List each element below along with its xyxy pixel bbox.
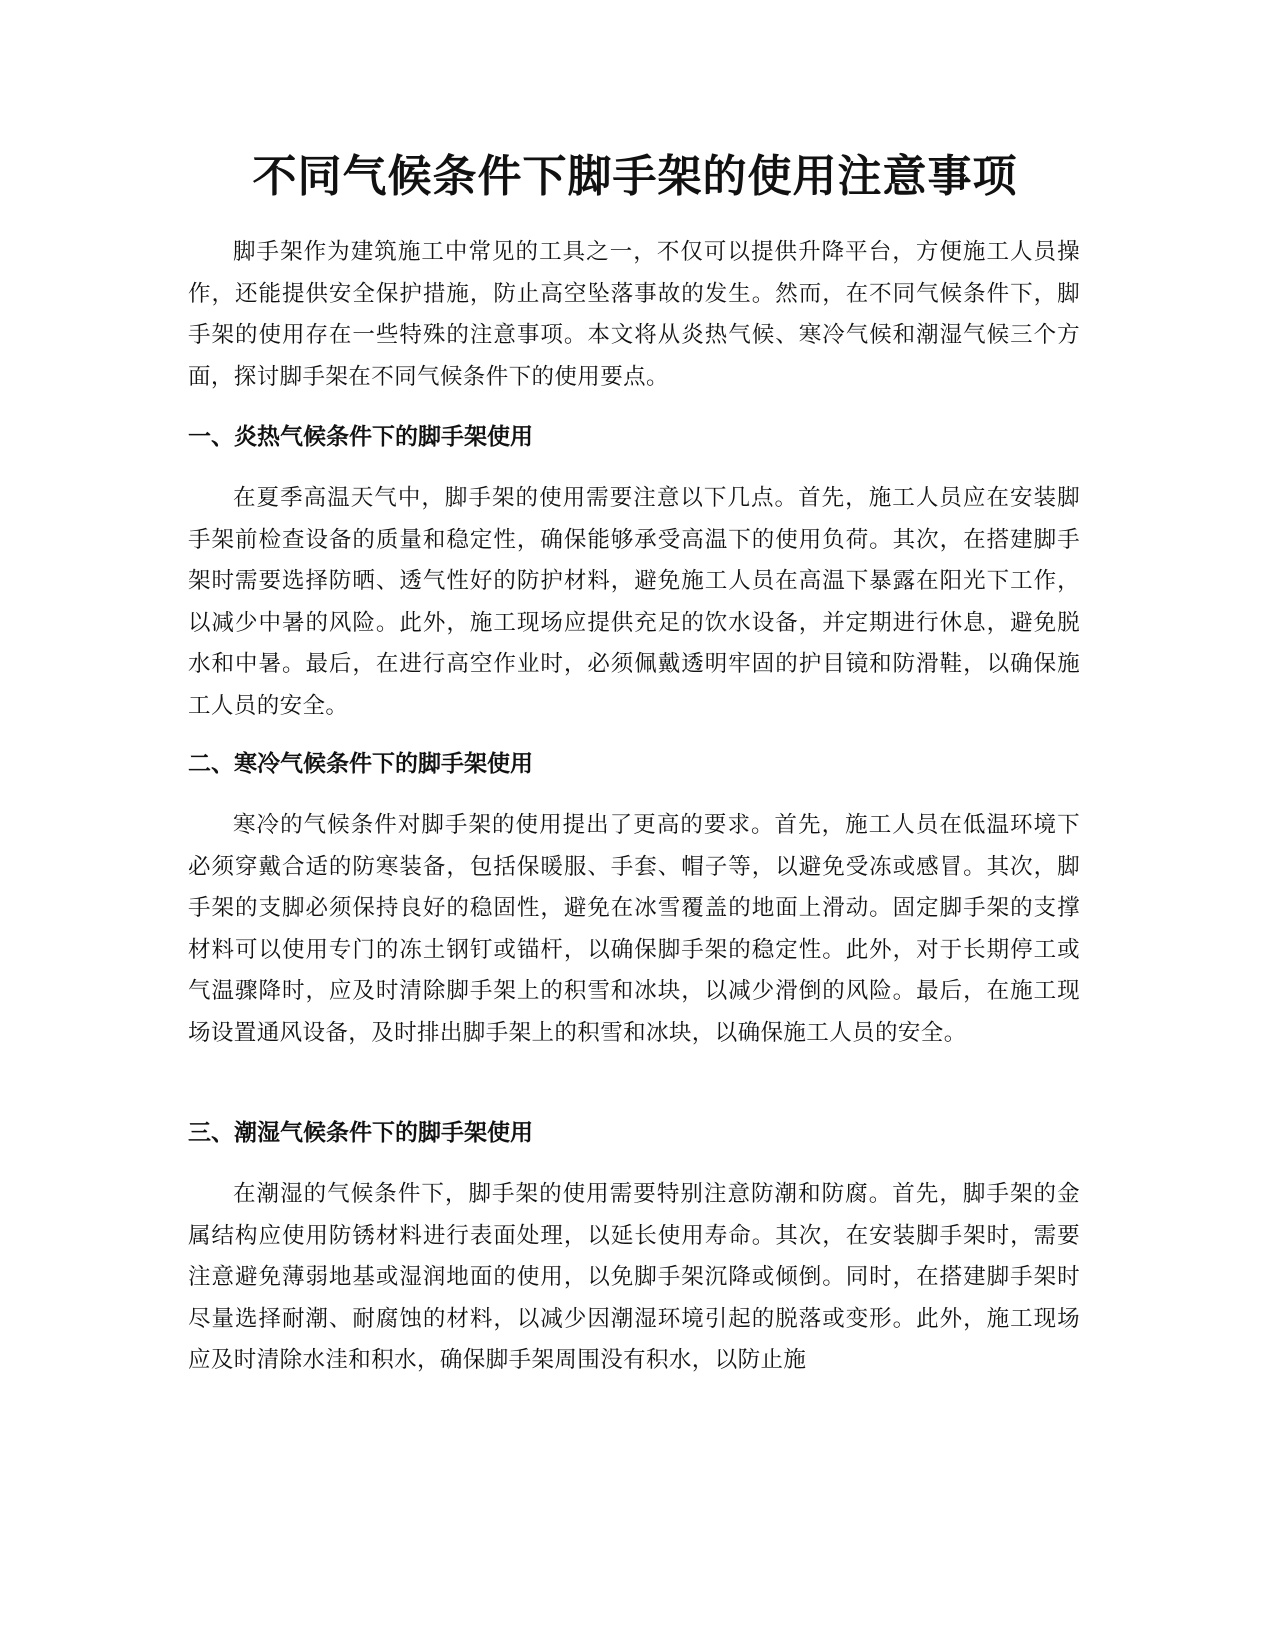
document-title: 不同气候条件下脚手架的使用注意事项 bbox=[252, 151, 1018, 202]
section-heading-cold-climate: 二、寒冷气候条件下的脚手架使用 bbox=[188, 751, 533, 777]
section-body-cold-climate: 寒冷的气候条件对脚手架的使用提出了更高的要求。首先，施工人员在低温环境下必须穿戴合适的防寒装备，包括保暖服、手套、帽子等，以避免受冻或感冒。其次，脚手架的支脚必须保持良好的稳固性，避免在冰雪覆盖的地面上滑动。固定脚手架的支撑材料可以使用专门的冻土钢钉或锚杆，以确保脚手架的稳定性。此外，对于长期停工或气温骤降时，应及时清除脚手架上的积雪和冰块，以减少滑倒的风险。最后，在施工现场设置通风设备，及时排出脚手架上的积雪和冰块，以确保施工人员的安全。 bbox=[188, 812, 1080, 1046]
section-body-humid-climate: 在潮湿的气候条件下，脚手架的使用需要特别注意防潮和防腐。首先，脚手架的金属结构应使用防锈材料进行表面处理，以延长使用寿命。其次，在安装脚手架时，需要注意避免薄弱地基或湿润地面的使用，以免脚手架沉降或倾倒。同时，在搭建脚手架时尽量选择耐潮、耐腐蚀的材料，以减少因潮湿环境引起的脱落或变形。此外，施工现场应及时清除水洼和积水，确保脚手架周围没有积水，以防止施 bbox=[188, 1181, 1080, 1373]
section-heading-humid-climate: 三、潮湿气候条件下的脚手架使用 bbox=[188, 1120, 533, 1146]
section-heading-hot-climate: 一、炎热气候条件下的脚手架使用 bbox=[188, 424, 533, 450]
section-body-hot-climate: 在夏季高温天气中，脚手架的使用需要注意以下几点。首先，施工人员应在安装脚手架前检查设备的质量和稳定性，确保能够承受高温下的使用负荷。其次，在搭建脚手架时需要选择防晒、透气性好的防护材料，避免施工人员在高温下暴露在阳光下工作，以减少中暑的风险。此外，施工现场应提供充足的饮水设备，并定期进行休息，避免脱水和中暑。最后，在进行高空作业时，必须佩戴透明牢固的护目镜和防滑鞋，以确保施工人员的安全。 bbox=[188, 485, 1080, 719]
intro-paragraph: 脚手架作为建筑施工中常见的工具之一，不仅可以提供升降平台，方便施工人员操作，还能提供安全保护措施，防止高空坠落事故的发生。然而，在不同气候条件下，脚手架的使用存在一些特殊的注意事项。本文将从炎热气候、寒冷气候和潮湿气候三个方面，探讨脚手架在不同气候条件下的使用要点。 bbox=[188, 239, 1080, 390]
